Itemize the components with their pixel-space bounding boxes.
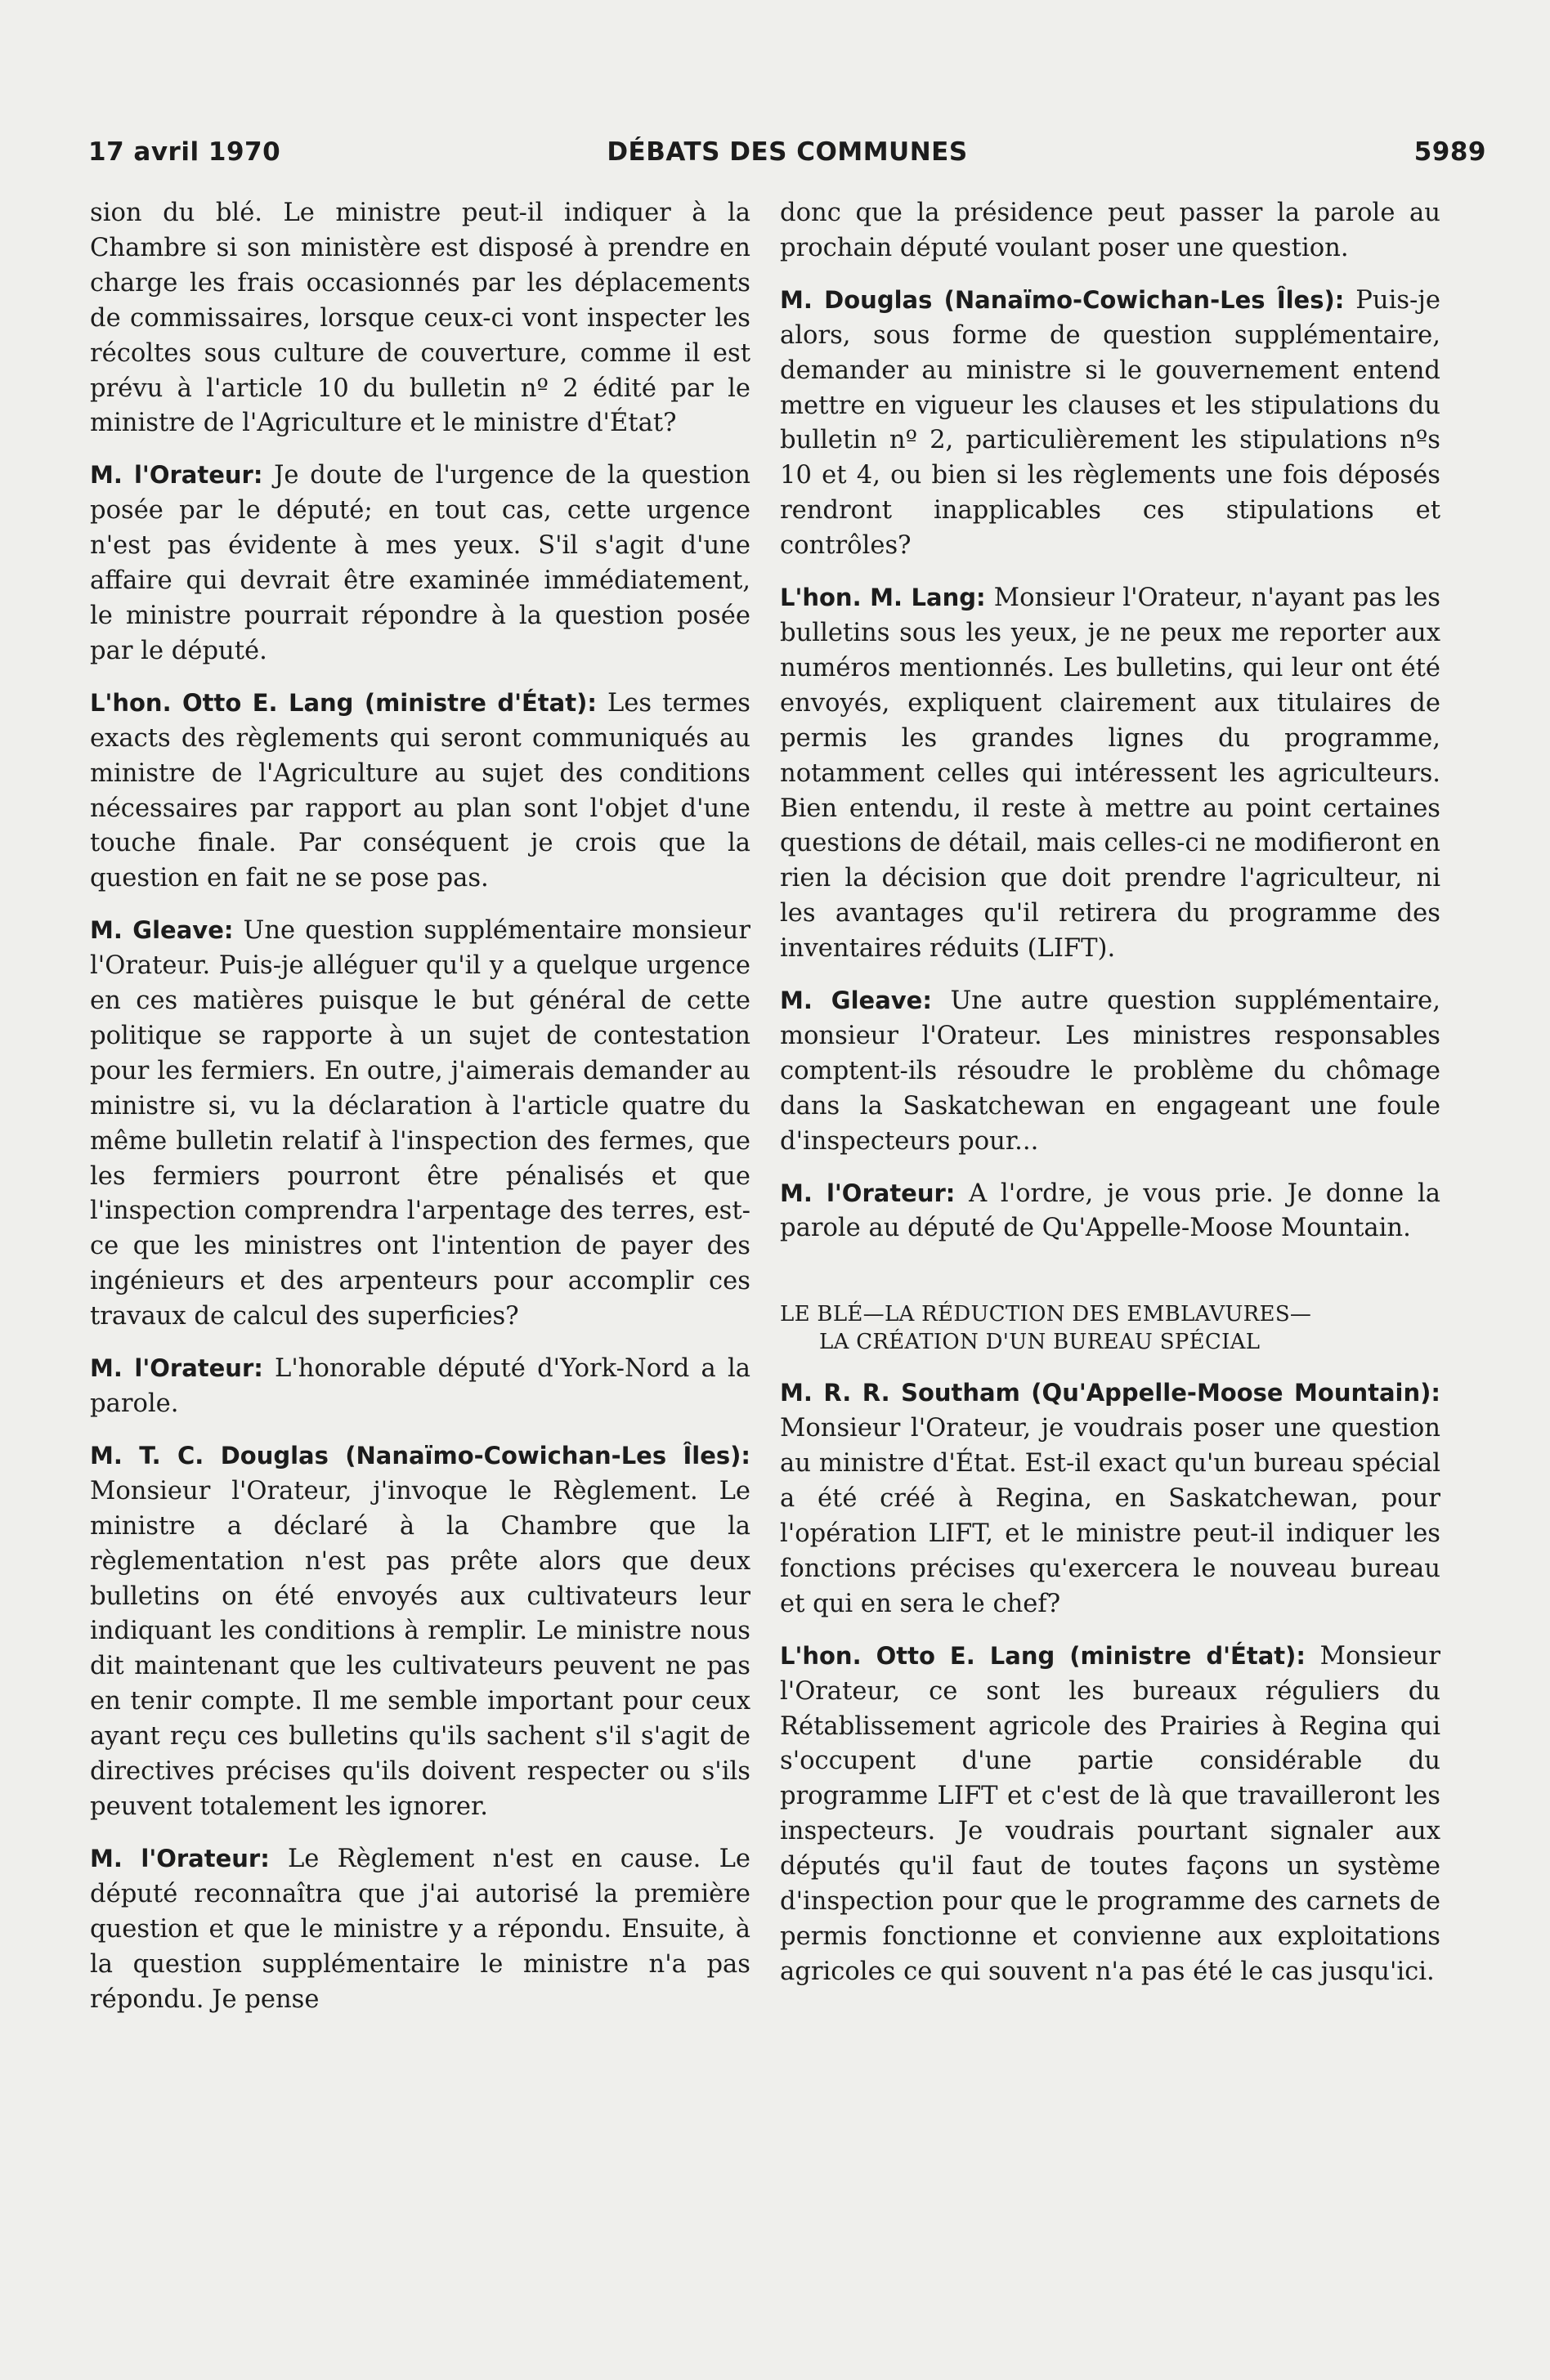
header-date: 17 avril 1970	[88, 137, 281, 167]
speaker-name: M. Douglas (Nanaïmo-Cowichan-Les Îles):	[780, 285, 1345, 314]
left-column	[90, 196, 750, 2033]
paragraph-text: L'honorable député d'York-Nord a la parole.	[90, 1354, 750, 1418]
paragraph	[90, 1841, 750, 2018]
paragraph	[780, 1639, 1440, 1990]
section-heading	[780, 1300, 1440, 1356]
section-heading-line: LA CRÉATION D'UN BUREAU SPÉCIAL	[819, 1330, 1261, 1355]
section-heading-line: LE BLÉ—LA RÉDUCTION DES EMBLAVURES—	[780, 1302, 1312, 1327]
paragraph	[780, 283, 1440, 564]
paragraph	[90, 196, 750, 441]
paragraph	[780, 1376, 1440, 1622]
paragraph	[90, 1438, 750, 1825]
speaker-name: M. l'Orateur:	[780, 1179, 956, 1207]
paragraph	[90, 1351, 750, 1422]
paragraph	[90, 686, 750, 897]
paragraph-text: donc que la présidence peut passer la parole au prochain député voulant poser une question.	[780, 199, 1440, 262]
paragraph-text: A l'ordre, je vous prie. Je donne la parole au député de Qu'Appelle-Moose Mountain.	[780, 1179, 1440, 1243]
speaker-name: L'hon. Otto E. Lang (ministre d'État):	[780, 1641, 1306, 1670]
speaker-name: M. R. R. Southam (Qu'Appelle-Moose Mountain):	[780, 1379, 1440, 1407]
speaker-name: M. Gleave:	[90, 916, 234, 945]
paragraph-text: Monsieur l'Orateur, ce sont les bureaux réguliers du Rétablissement agricole des Prairies à Regina qui s'occupent d'une partie considérable du programme LIFT et c'est de là que travailleront les inspecteurs. Je voudrais pourtant signaler aux députés qu'il faut de toutes façons un système d'inspection pour que le programme des carnets de permis fonctionne et convienne aux exploitations agricoles ce qui souvent n'a pas été le cas jusqu'ici.	[780, 1641, 1441, 1986]
paragraph-text: Monsieur l'Orateur, n'ayant pas les bulletins sous les yeux, je ne peux me reporter aux numéros mentionnés. Les bulletins, qui leur ont été envoyés, expliquent clairement aux titulaires de permis les grandes lignes du programme, notamment celles qui intéressent les agriculteurs. Bien entendu, il reste à mettre au point certaines questions de détail, mais celles-ci ne modifieront en rien la décision que doit prendre l'agriculteur, ni les avantages qu'il retirera du programme des inventaires réduits (LIFT).	[780, 584, 1440, 964]
speaker-name: M. T. C. Douglas (Nanaïmo-Cowichan-Les Îles):	[90, 1441, 750, 1470]
paragraph-text: Une autre question supplémentaire, monsieur l'Orateur. Les ministres responsables comptent-ils résoudre le problème du chômage dans la Saskatchewan en engageant une foule d'inspecteurs pour...	[780, 986, 1440, 1156]
paragraph-text: Les termes exacts des règlements qui seront communiqués au ministre de l'Agriculture au sujet des conditions nécessaires par rapport au plan sont l'objet d'une touche finale. Par conséquent je crois que la question en fait ne se pose pas.	[90, 688, 750, 893]
paragraph	[90, 913, 750, 1335]
header-title: DÉBATS DES COMMUNES	[607, 137, 968, 167]
speaker-name: M. l'Orateur:	[90, 461, 263, 490]
speaker-name: L'hon. M. Lang:	[780, 584, 986, 612]
speaker-name: L'hon. Otto E. Lang (ministre d'État):	[90, 688, 597, 717]
paragraph-text: Le Règlement n'est en cause. Le député reconnaîtra que j'ai autorisé la première question et que le ministre y a répondu. Ensuite, à la question supplémentaire le ministre n'a pas répondu. Je pense	[90, 1844, 750, 2014]
right-column	[780, 196, 1440, 2006]
paragraph-text: Puis-je alors, sous forme de question supplémentaire, demander au ministre si le gouvernement entend mettre en vigueur les clauses et les stipulations du bulletin nº 2, particulièrement les stipulations nºs 10 et 4, ou bien si les règlements une fois déposés rendront inapplicables ces stipulations et contrôles?	[780, 285, 1440, 561]
paragraph-text: sion du blé. Le ministre peut-il indiquer à la Chambre si son ministère est disposé à prendre en charge les frais occasionnés par les déplacements de commissaires, lorsque ceux-ci vont inspecter les récoltes sous culture de couverture, comme il est prévu à l'article 10 du bulletin nº 2 édité par le ministre de l'Agriculture et le ministre d'État?	[90, 199, 750, 438]
paragraph	[780, 983, 1440, 1160]
page-header	[88, 137, 1486, 178]
paragraph	[780, 1176, 1440, 1247]
paragraph	[780, 196, 1440, 266]
paragraph-text: Monsieur l'Orateur, je voudrais poser une question au ministre d'État. Est-il exact qu'un bureau spécial a été créé à Regina, en Saskatchewan, pour l'opération LIFT, et le ministre peut-il indiquer les fonctions précises qu'exercera le nouveau bureau et qui en sera le chef?	[780, 1414, 1440, 1618]
paragraph-text: Je doute de l'urgence de la question posée par le député; en tout cas, cette urgence n'est pas évidente à mes yeux. S'il s'agit d'une affaire qui devrait être examinée immédiatement, le ministre pourrait répondre à la question posée par le député.	[90, 461, 751, 665]
header-page-number: 5989	[1413, 137, 1486, 167]
speaker-name: M. l'Orateur:	[90, 1354, 263, 1383]
paragraph	[90, 458, 750, 669]
speaker-name: M. Gleave:	[780, 986, 932, 1015]
paragraph-text: Une question supplémentaire monsieur l'Orateur. Puis-je alléguer qu'il y a quelque urgence en ces matières puisque le but général de cette politique se rapporte à un sujet de contestation pour les fermiers. En outre, j'aimerais demander au ministre si, vu la déclaration à l'article quatre du même bulletin relatif à l'inspection des fermes, que les fermiers pourront être pénalisés et que l'inspection comprendra l'arpentage des terres, est-ce que les ministres ont l'intention de payer des ingénieurs et des arpenteurs pour accomplir ces travaux de calcul des superficies?	[90, 916, 750, 1331]
paragraph	[780, 580, 1440, 967]
speaker-name: M. l'Orateur:	[90, 1844, 270, 1872]
paragraph-text: Monsieur l'Orateur, j'invoque le Règlement. Le ministre a déclaré à la Chambre que la règlementation n'est pas prête alors que deux bulletins on été envoyés aux cultivateurs leur indiquant les conditions à remplir. Le ministre nous dit maintenant que les cultivateurs peuvent ne pas en tenir compte. Il me semble important pour ceux ayant reçu ces bulletins qu'ils sachent s'il s'agit de directives précises qu'ils doivent respecter ou s'ils peuvent totalement les ignorer.	[90, 1476, 750, 1821]
